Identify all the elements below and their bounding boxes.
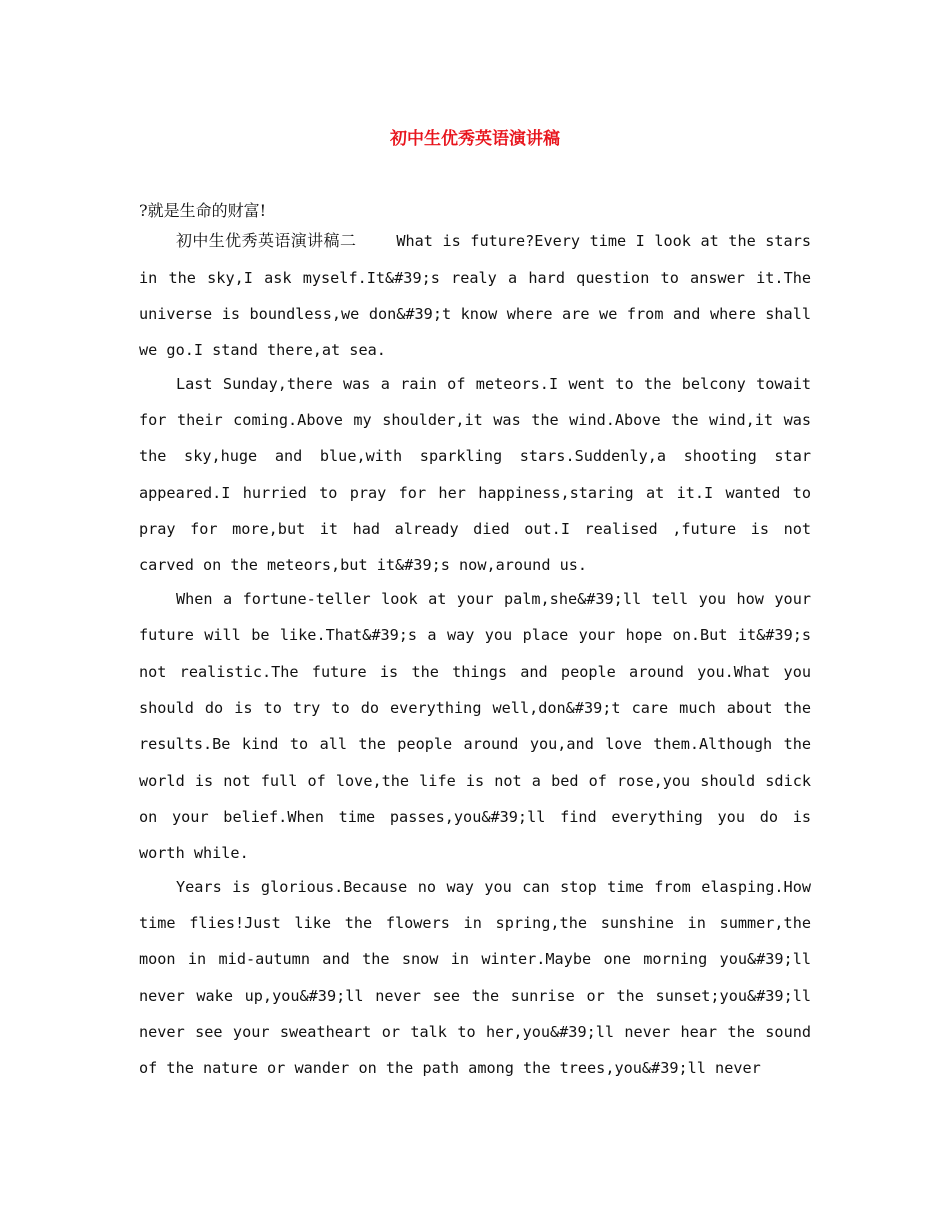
- paragraph-1-text: What is future?Every time I look at the stars in the sky,I ask myself.It&#39;s realy a hard question to answer it.The universe is boundless,we don&#39;t know where are we from and where shall we go.I stand there,at sea.: [139, 232, 811, 360]
- paragraph-3: When a fortune-teller look at your palm,she&#39;ll tell you how your future will be like.That&#39;s a way you place your hope on.But it&#39;s not realistic.The future is the things and people around you.What you should do is to try to do everything well,don&#39;t care much about the results.Be kind to all the people around you,and love them.Although the world is not full of love,the life is not a bed of rose,you should sdick on your belief.When time passes,you&#39;ll find everything you do is worth while.: [139, 590, 811, 863]
- paragraph-2: Last Sunday,there was a rain of meteors.I went to the belcony towait for their coming.Above my shoulder,it was the wind.Above the wind,it was the sky,huge and blue,with sparkling stars.Suddenly,a shooting star appeared.I hurried to pray for her happiness,staring at it.I wanted to pray for more,but it had already died out.I realised ,future is not carved on the meteors,but it&#39;s now,around us.: [139, 374, 811, 575]
- document-body: [139, 193, 811, 1084]
- paragraph-1: [139, 223, 811, 368]
- document-title: 初中生优秀英语演讲稿: [390, 129, 560, 149]
- paragraph-4: Years is glorious.Because no way you can stop time from elasping.How time flies!Just like the flowers in spring,the sunshine in summer,the moon in mid-autumn and the snow in winter.Maybe one morning you&#39;ll never wake up,you&#39;ll never see the sunrise or the sunset;you&#39;ll never see your sweatheart or talk to her,you&#39;ll never hear the sound of the nature or wander on the path among the trees,you&#39;ll never: [139, 877, 811, 1078]
- opening-line: ?就是生命的财富!: [139, 201, 267, 220]
- speech-label: 初中生优秀英语演讲稿二: [176, 231, 357, 251]
